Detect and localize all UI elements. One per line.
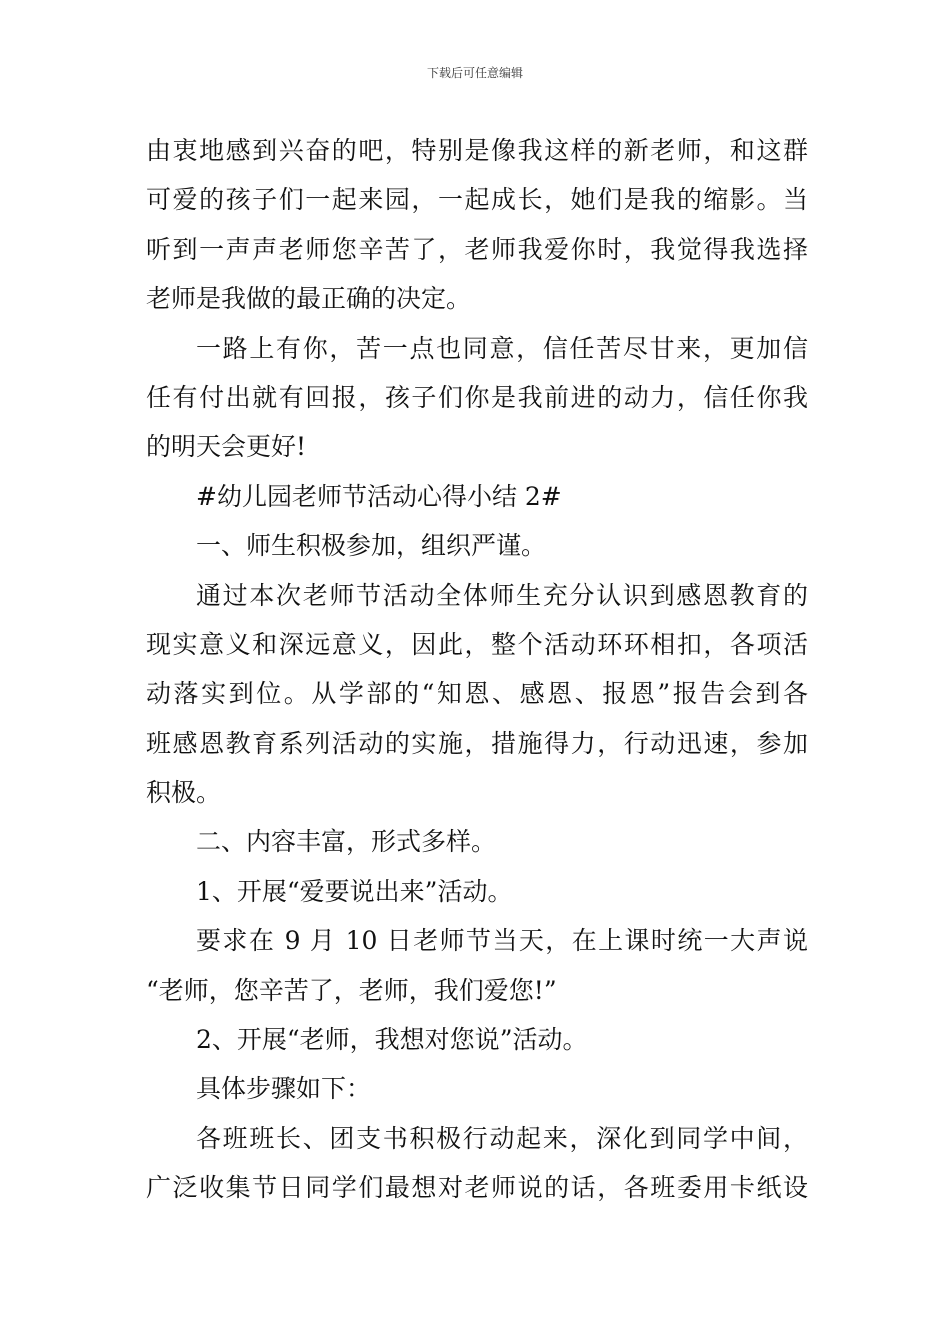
- text-line: 具体步骤如下：: [196, 1074, 372, 1104]
- text-line: 1、开展“爱要说出来”活动。: [196, 876, 513, 906]
- text-line: 任有付出就有回报，孩子们你是我前进的动力，信任你我: [146, 382, 808, 412]
- text-line: 一路上有你，苦一点也同意，信任苦尽甘来，更加信: [196, 333, 808, 363]
- text-line: #幼儿园老师节活动心得小结 2#: [196, 481, 562, 511]
- text-line: 各班班长、团支书积极行动起来，深化到同学中间，: [196, 1123, 808, 1153]
- text-line: 现实意义和深远意义，因此，整个活动环环相扣，各项活: [146, 629, 808, 659]
- text-line: 班感恩教育系列活动的实施，措施得力，行动迅速，参加: [146, 728, 808, 758]
- text-line: 的明天会更好!: [146, 432, 307, 462]
- text-line: 要求在 9 月 10 日老师节当天，在上课时统一大声说: [196, 926, 808, 956]
- document-body: [146, 126, 808, 1213]
- text-line: 2、开展“老师，我想对您说”活动。: [196, 1025, 588, 1055]
- text-line: 听到一声声老师您辛苦了，老师我爱你时，我觉得我选择: [146, 234, 808, 264]
- text-line: “老师，您辛苦了，老师，我们爱您!”: [146, 975, 557, 1005]
- page-header: 下载后可任意编辑: [426, 66, 523, 80]
- text-line: 老师是我做的最正确的决定。: [146, 284, 472, 314]
- text-line: 二、内容丰富，形式多样。: [196, 827, 497, 857]
- text-line: 动落实到位。从学部的“知恩、感恩、报恩”报告会到各: [146, 679, 808, 709]
- text-line: 可爱的孩子们一起来园，一起成长，她们是我的缩影。当: [146, 185, 808, 215]
- text-line: 通过本次老师节活动全体师生充分认识到感恩教育的: [196, 580, 808, 610]
- text-line: 积极。: [146, 778, 222, 808]
- text-line: 由衷地感到兴奋的吧，特别是像我这样的新老师，和这群: [146, 136, 808, 165]
- text-line: 广泛收集节日同学们最想对老师说的话，各班委用卡纸设: [146, 1173, 808, 1203]
- text-line: 一、师生积极参加，组织严谨。: [196, 531, 547, 561]
